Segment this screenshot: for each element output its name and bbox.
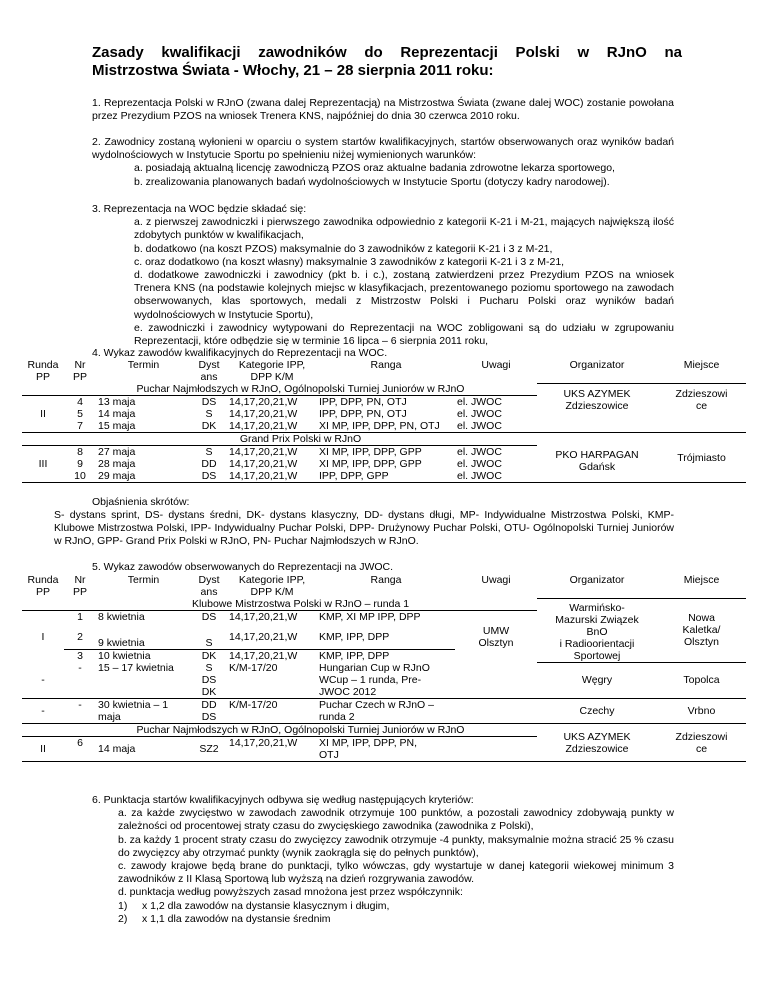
col-org: Organizator [569, 359, 625, 371]
document-title [92, 44, 682, 80]
row-nr: - [64, 699, 96, 724]
row-kat: 14,17,20,21,W [229, 420, 298, 432]
paragraph-3-intro: 3. Reprezentacja na WOC będzie składać się: [92, 203, 307, 215]
row-termin: 15 – 17 kwietnia [98, 662, 174, 674]
row-ranga: Hungarian Cup w RJnO WCup – 1 runda, Pre- JWOC 2012 [319, 662, 430, 698]
col-kat: Kategorie IPP, DPP K/M [238, 359, 306, 383]
legend-title: Objaśnienia skrótów: [92, 496, 190, 508]
row-uwagi: UMW Olsztyn [455, 611, 537, 663]
organizer: PKO HARPAGAN Gdańsk [537, 433, 657, 483]
organizer: Węgry [537, 662, 657, 699]
row-kat: K/M-17/20 [227, 699, 317, 724]
location: Topolca [657, 662, 746, 699]
observed-table [22, 574, 746, 762]
row-dyst: S [205, 408, 213, 420]
paragraph-6-intro: 6. Punktacja startów kwalifikacyjnych odbywa się według następujących kryteriów: [92, 794, 474, 806]
organizer: UKS AZYMEK Zdzieszowice [537, 724, 657, 762]
row-dyst: DD [201, 458, 217, 470]
paragraph-3-c: c. oraz dodatkowo (na koszt własny) maksymalnie 3 zawodników z kategorii K-21 i 3 z M-21, [134, 255, 565, 268]
row-nr: 10 [74, 470, 86, 482]
paragraph-3 [92, 203, 674, 348]
round-label: II [40, 743, 46, 755]
row-kat: 14,17,20,21,W [227, 611, 317, 632]
row-dyst: SZ2 [191, 737, 227, 762]
paragraph-3-a: a. z pierwszej zawodniczki i pierwszego zawodnika odpowiednio z kategorii K-21 i M-21, mających największą ilość zdobytych punktów w kwalifikacjach, [134, 216, 674, 242]
col-uwagi: Uwagi [481, 574, 511, 586]
qualification-table [22, 359, 746, 483]
row-termin: 29 maja [98, 470, 136, 482]
col-dyst: Dyst ans [198, 574, 220, 598]
group-row [22, 433, 746, 446]
row-kat: 14,17,20,21,W [229, 458, 298, 470]
row-uwagi: el. JWOC [457, 470, 502, 482]
row-termin: 13 maja [96, 396, 191, 409]
round-label: I [41, 630, 45, 643]
row-nr: 6 [64, 737, 96, 762]
col-miejsce: Miejsce [683, 574, 720, 586]
paragraph-6-d2: 2) x 1,1 dla zawodów na dystansie średnim [118, 912, 331, 925]
row-ranga: Puchar Czech w RJnO – runda 2 [317, 699, 455, 724]
round-label: - [41, 674, 45, 686]
table-row [22, 699, 746, 724]
col-runda: Runda PP [27, 574, 59, 598]
title-line-2: Mistrzostwa Świata - Włochy, 21 – 28 sierpnia 2011 roku: [92, 62, 494, 79]
row-ranga: XI MP, IPP, DPP, GPP [317, 446, 455, 459]
row-ranga: IPP, DPP, GPP [319, 470, 389, 482]
col-kat: Kategorie IPP, DPP K/M [238, 574, 306, 598]
row-termin: 30 kwietnia – 1 maja [96, 699, 191, 724]
group-title: Grand Prix Polski w RJnO [64, 433, 537, 446]
location: Vrbno [657, 699, 746, 724]
paragraph-4-intro: 4. Wykaz zawodów kwalifikacyjnych do Reprezentacji na WOC. [92, 347, 388, 359]
col-runda: Runda PP [27, 359, 59, 383]
row-ranga: KMP, IPP, DPP [317, 650, 455, 663]
group-row [22, 724, 746, 737]
group-title: Puchar Najmłodszych w RJnO, Ogólnopolski Turniej Juniorów w RJnO [64, 724, 537, 737]
round-label: III [38, 458, 48, 470]
row-uwagi: el. JWOC [457, 408, 502, 420]
row-nr: 5 [77, 408, 83, 420]
col-org: Organizator [569, 574, 625, 586]
paragraph-1: 1. Reprezentacja Polski w RJnO (zwana dalej Reprezentacją) na Mistrzostwa Świata (zwane dalej WOC) zostanie powołana przez Prezydium PZOS na wniosek Trenera KNS, najpóźniej do dnia 30 czerwca 2010 roku. [92, 97, 674, 123]
col-dyst: Dyst ans [198, 359, 220, 383]
location: Trójmiasto [657, 433, 746, 483]
round-label: - [22, 699, 64, 724]
row-uwagi: el. JWOC [455, 446, 537, 459]
row-kat: 14,17,20,21,W [227, 446, 317, 459]
col-nr: Nr PP [72, 574, 87, 598]
paragraph-6 [92, 794, 674, 926]
row-dyst: DS [201, 470, 217, 482]
col-termin: Termin [127, 359, 160, 371]
paragraph-2 [92, 136, 674, 189]
paragraph-6-c: c. zawody krajowe będą brane do punktacji, tylko wówczas, gdy wystartuje w danej kategorii wiekowej minimum 3 zawodników z II Klasą Sportową lub wyższą na dzień rozgrywania zawodów. [118, 860, 674, 886]
row-kat: 14,17,20,21,W [227, 650, 317, 663]
row-nr: 4 [64, 396, 96, 409]
row-dyst: S [205, 637, 213, 649]
table-row [22, 662, 746, 699]
row-uwagi: el. JWOC [457, 420, 502, 432]
row-termin: 15 maja [98, 420, 136, 432]
row-uwagi: el. JWOC [455, 396, 537, 409]
paragraph-6-d: d. punktacja według powyższych zasad mnożona jest przez współczynnik: [118, 886, 463, 899]
col-ranga: Ranga [370, 359, 402, 371]
round-label: II [40, 408, 46, 420]
row-dyst: DS [191, 396, 227, 409]
organizer: Czechy [537, 699, 657, 724]
row-ranga: IPP, DPP, PN, OTJ [319, 408, 407, 420]
row-dyst: S [191, 446, 227, 459]
row-ranga: XI MP, IPP, DPP, PN, OTJ [317, 737, 455, 762]
col-miejsce: Miejsce [683, 359, 720, 371]
legend [92, 496, 674, 509]
row-termin: 28 maja [98, 458, 136, 470]
paragraph-6-a: a. za każde zwycięstwo w zawodach zawodnik otrzymuje 100 punktów, a pozostali zawodnicy zdobywają punkty w zależności od procentowej straty czasu do zwycięskiego zawodnika (zawodnika z Polski), [118, 807, 674, 833]
col-ranga: Ranga [370, 574, 402, 586]
row-termin: 27 maja [96, 446, 191, 459]
paragraph-3-e: e. zawodniczki i zawodnicy wytypowani do Reprezentacji na WOC zobligowani są do udziału w zgrupowaniu Reprezentacji, które odbędzie się w terminie 16 lipca – 6 sierpnia 2011 roku, [134, 321, 674, 348]
row-ranga: XI MP, IPP, DPP, PN, OTJ [319, 420, 440, 432]
group-title: Puchar Najmłodszych w RJnO, Ogólnopolski Turniej Juniorów w RJnO [136, 383, 465, 395]
row-nr: 3 [64, 650, 96, 663]
organizer: UKS AZYMEK Zdzieszowice [537, 383, 657, 433]
location: Zdzieszowi ce [657, 724, 746, 762]
paragraph-5-intro: 5. Wykaz zawodów obserwowanych do Reprezentacji na JWOC. [92, 561, 394, 573]
paragraph-6-d1: 1) x 1,2 dla zawodów na dystansie klasycznym i długim, [118, 899, 390, 912]
row-ranga: XI MP, IPP, DPP, GPP [319, 458, 422, 470]
group-row [22, 598, 746, 611]
row-dyst: S DS DK [201, 662, 217, 698]
row-nr: 2 [77, 631, 83, 643]
row-dyst: DD DS [191, 699, 227, 724]
row-termin: 14 maja [96, 737, 191, 762]
row-dyst: DK [191, 650, 227, 663]
organizer: Warmińsko- Mazurski Związek BnO i Radioorientacji Sportowej [537, 598, 657, 662]
row-nr: 1 [64, 611, 96, 632]
col-uwagi: Uwagi [481, 359, 511, 371]
row-kat: 14,17,20,21,W [227, 737, 317, 762]
row-termin: 8 kwietnia [96, 611, 191, 632]
row-nr: 8 [64, 446, 96, 459]
row-ranga: KMP, XI MP IPP, DPP [317, 611, 455, 632]
paragraph-3-d: d. dodatkowe zawodniczki i zawodnicy (pkt b. i c.), zostaną zatwierdzeni przez Prezydium PZOS na wniosek Trenera KNS (na podstawie kolejnych miejsc w klasyfikacjach, prezentowanego poziomu sportowego na zawodach obserwowanych, klas sportowych, medali z Mistrzostw Polski i Pucharu Polski oraz wyników badań wydolnościowych w Instytucie Sportu), [134, 269, 674, 321]
legend-text: S- dystans sprint, DS- dystans średni, DK- dystans klasyczny, DD- dystans długi, MP- Indywidualne Mistrzostwa Polski, KMP- Klubowe Mistrzostwa Polski, IPP- Indywidualny Puchar Polski, DPP- Drużynowy Puchar Polski, OTU- Ogólnopolski Turniej Juniorów w RJnO, GPP- Grand Prix Polski w RJnO, PN- Puchar Najmłodszych w RJnO. [54, 509, 674, 548]
row-nr: 9 [77, 458, 83, 470]
table-header-row [22, 574, 746, 598]
location: Zdzieszowi ce [657, 383, 746, 433]
row-dyst: DS [191, 611, 227, 632]
row-kat: 14,17,20,21,W [229, 631, 298, 643]
row-kat: 14,17,20,21,W [229, 408, 298, 420]
row-ranga: KMP, IPP, DPP [319, 631, 390, 643]
paragraph-6-b: b. za każdy 1 procent straty czasu do zwycięzcy zawodnik otrzymuje -4 punkty, maksymalnie można stracić 25 % czasu do zwycięzcy aby otrzymać punkty (wynik zaokrągla się do pełnych punktów), [118, 833, 674, 859]
row-kat: 14,17,20,21,W [227, 396, 317, 409]
group-row [22, 383, 746, 396]
table-header-row [22, 359, 746, 383]
row-uwagi: el. JWOC [457, 458, 502, 470]
row-kat: K/M-17/20 [229, 662, 278, 674]
col-nr: Nr PP [72, 359, 87, 383]
col-termin: Termin [127, 574, 160, 586]
row-termin: 10 kwietnia [96, 650, 191, 663]
group-title: Klubowe Mistrzostwa Polski w RJnO – runda 1 [191, 598, 410, 610]
row-termin: 14 maja [98, 408, 136, 420]
paragraph-3-b: b. dodatkowo (na koszt PZOS) maksymalnie do 3 zawodników z kategorii K-21 i 3 z M-21, [134, 242, 553, 255]
row-kat: 14,17,20,21,W [229, 470, 298, 482]
row-ranga: IPP, DPP, PN, OTJ [317, 396, 455, 409]
row-nr: 7 [77, 420, 83, 432]
paragraph-2-a: a. posiadają aktualną licencję zawodniczą PZOS oraz aktualne badania zdrowotne lekarza sportowego, [134, 162, 615, 175]
paragraph-2-intro: 2. Zawodnicy zostaną wyłonieni w oparciu o system startów kwalifikacyjnych, startów obserwowanych oraz wyników badań wydolnościowych w Instytucie Sportu po spełnieniu niżej wymienionych warunków: [92, 136, 674, 162]
row-nr: - [78, 662, 82, 674]
title-line-1: Zasady kwalifikacji zawodników do Reprezentacji Polski w RJnO na [92, 44, 682, 61]
paragraph-2-b: b. zrealizowania planowanych badań wydolnościowych w Instytucie Sportu (dotyczy kadry narodowej). [134, 175, 610, 188]
row-termin: 9 kwietnia [98, 637, 145, 649]
row-dyst: DK [201, 420, 217, 432]
location: Nowa Kaletka/ Olsztyn [657, 598, 746, 662]
